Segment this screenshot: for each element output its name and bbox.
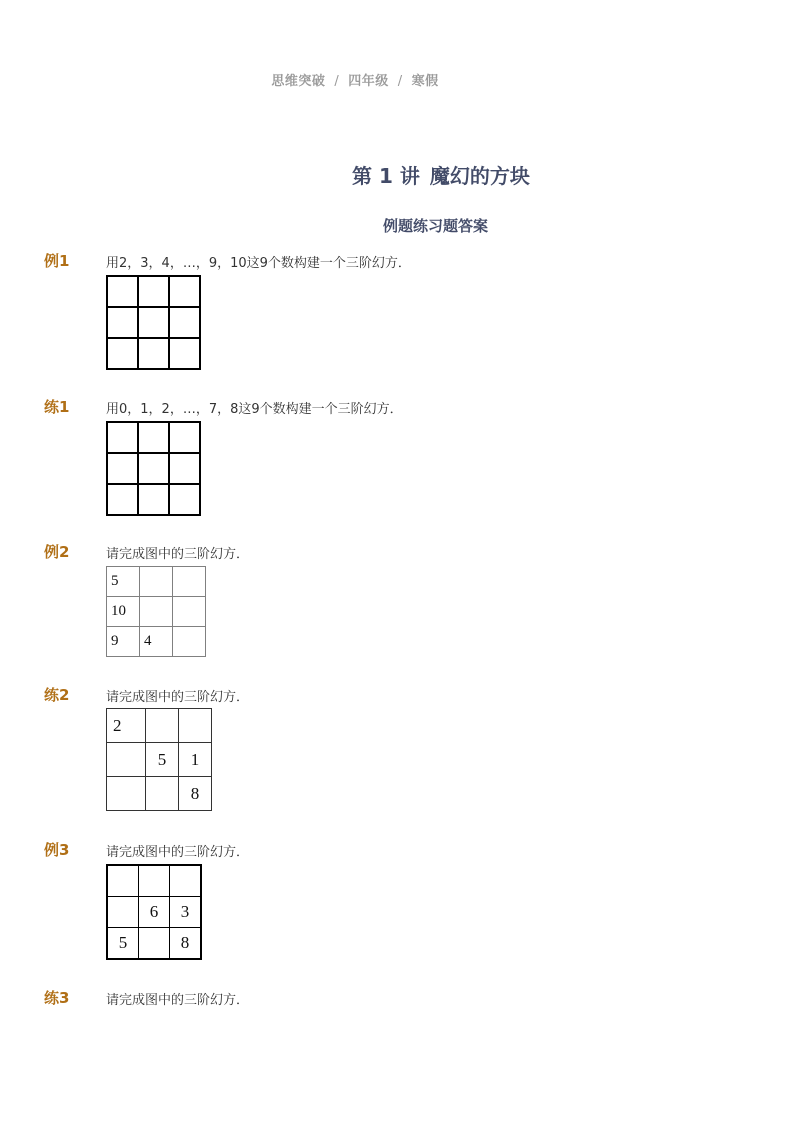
grid-cell: 2 (107, 709, 146, 743)
grid-cell (107, 897, 139, 928)
problem-label: 练3 (44, 989, 70, 1007)
grid-cell: 5 (146, 743, 179, 777)
grid-cell (138, 338, 169, 369)
magic-square-grid (106, 708, 212, 811)
breadcrumb (0, 70, 710, 89)
breadcrumb-item: 四年级 (348, 74, 389, 89)
problem-label: 例1 (44, 252, 70, 270)
grid-cell (169, 422, 200, 453)
grid-cell: 8 (170, 928, 202, 960)
grid-cell (138, 307, 169, 338)
grid-cell (173, 627, 206, 657)
grid-cell: 10 (107, 597, 140, 627)
breadcrumb-item: 思维突破 (271, 74, 326, 89)
grid-cell (146, 777, 179, 811)
grid-cell (169, 276, 200, 307)
breadcrumb-separator: / (397, 74, 403, 89)
problem-label: 例2 (44, 543, 70, 561)
lecture-name: 魔幻的方块 (429, 164, 530, 188)
grid-cell: 3 (170, 897, 202, 928)
grid-cell: 1 (179, 743, 212, 777)
grid-cell (107, 743, 146, 777)
magic-square-grid (106, 275, 201, 370)
problem-text: 请完成图中的三阶幻方． (106, 690, 250, 705)
grid-cell: 4 (140, 627, 173, 657)
grid-cell (169, 453, 200, 484)
page-subtitle: 例题练习题答案 (383, 217, 489, 235)
problem-text: 请完成图中的三阶幻方． (106, 547, 250, 562)
grid-cell (107, 484, 138, 515)
grid-cell (138, 276, 169, 307)
problem-text: 用2，3，4，…，9，10这9个数构建一个三阶幻方． (106, 256, 411, 271)
grid-cell (107, 338, 138, 369)
problem-text: 请完成图中的三阶幻方． (106, 993, 250, 1008)
grid-cell (107, 422, 138, 453)
problem-label: 例3 (44, 841, 70, 859)
grid-cell (179, 709, 212, 743)
grid-cell: 6 (139, 897, 170, 928)
grid-cell (138, 484, 169, 515)
grid-cell (138, 453, 169, 484)
grid-cell: 8 (179, 777, 212, 811)
breadcrumb-separator: / (334, 74, 340, 89)
grid-cell (173, 597, 206, 627)
problem-text: 请完成图中的三阶幻方． (106, 845, 250, 860)
grid-cell (169, 338, 200, 369)
page-title (352, 160, 530, 189)
grid-cell (107, 307, 138, 338)
lecture-number: 第 1 讲 (352, 164, 420, 188)
grid-cell (107, 453, 138, 484)
grid-cell: 9 (107, 627, 140, 657)
grid-cell (107, 865, 139, 897)
grid-cell (140, 567, 173, 597)
grid-cell (139, 928, 170, 960)
grid-cell (107, 276, 138, 307)
problem-text: 用0，1，2，…，7，8这9个数构建一个三阶幻方． (106, 402, 403, 417)
grid-cell (146, 709, 179, 743)
grid-cell (169, 307, 200, 338)
grid-cell (139, 865, 170, 897)
grid-cell (107, 777, 146, 811)
grid-cell (170, 865, 202, 897)
grid-cell: 5 (107, 567, 140, 597)
magic-square-grid (106, 864, 202, 960)
grid-cell (173, 567, 206, 597)
problem-label: 练1 (44, 398, 70, 416)
grid-cell (138, 422, 169, 453)
problem-label: 练2 (44, 686, 70, 704)
breadcrumb-item: 寒假 (411, 74, 439, 89)
magic-square-grid (106, 566, 206, 657)
grid-cell (140, 597, 173, 627)
grid-cell: 5 (107, 928, 139, 960)
magic-square-grid (106, 421, 201, 516)
grid-cell (169, 484, 200, 515)
